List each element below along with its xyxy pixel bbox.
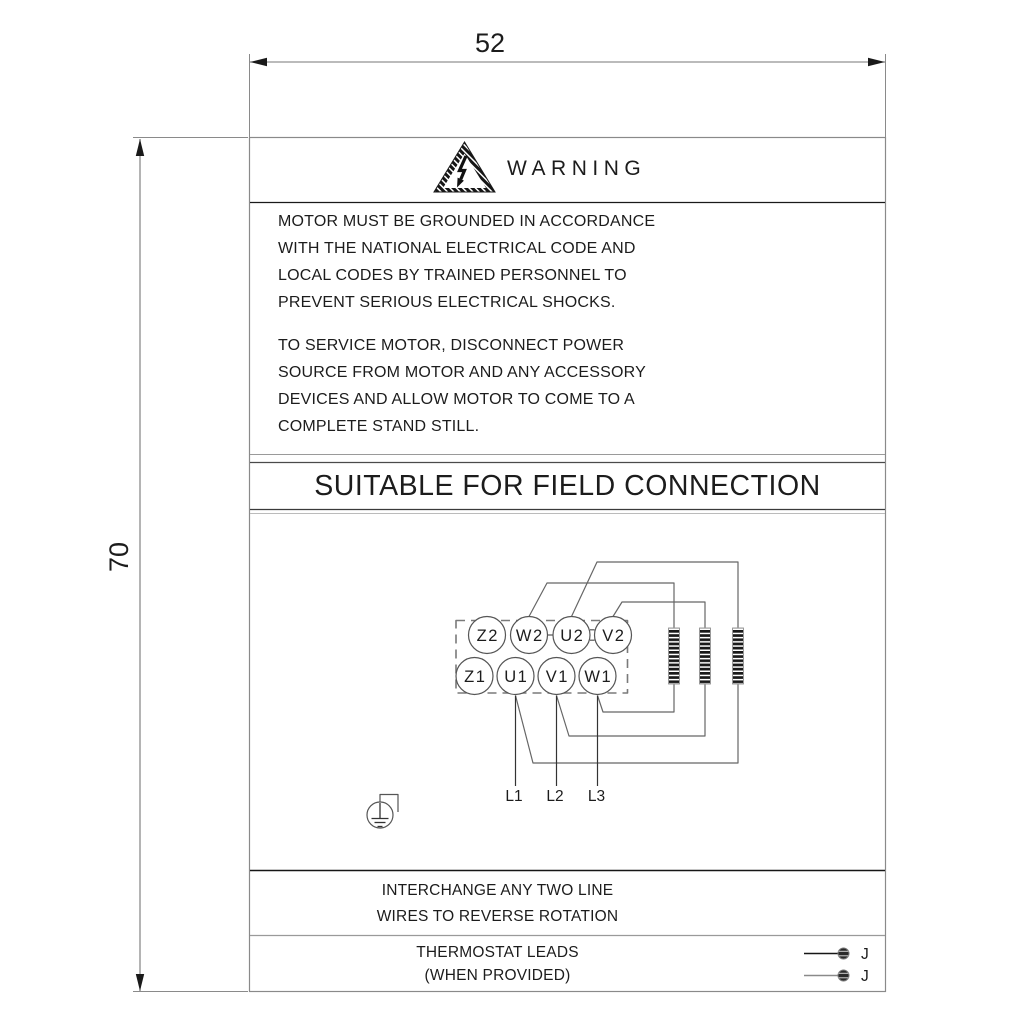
note-line: INTERCHANGE ANY TWO LINE xyxy=(381,882,614,899)
paragraph-line: MOTOR MUST BE GROUNDED IN ACCORDANCE xyxy=(278,213,656,230)
lead-label-j2: J xyxy=(861,968,869,985)
service-paragraph xyxy=(278,332,646,440)
line-labels xyxy=(505,788,605,805)
field-connection-title: SUITABLE FOR FIELD CONNECTION xyxy=(314,470,821,502)
ground-icon xyxy=(367,795,398,829)
dim-arrow-top xyxy=(136,139,144,156)
grounding-paragraph xyxy=(278,208,655,316)
terminal-label: U1 xyxy=(504,668,529,686)
coil-3 xyxy=(733,628,744,684)
dim-arrow-right xyxy=(868,58,885,66)
terminal-label: W1 xyxy=(584,668,613,686)
lead-labels xyxy=(861,946,869,985)
line-label-L2: L2 xyxy=(546,788,564,805)
terminal-label: Z2 xyxy=(476,627,499,645)
thermostat-lead-icons xyxy=(804,946,869,985)
terminal-label: Z1 xyxy=(464,668,487,686)
line-label-L3: L3 xyxy=(587,788,606,805)
coil-1 xyxy=(669,628,680,684)
paragraph-line: PREVENT SERIOUS ELECTRICAL SHOCKS. xyxy=(278,294,616,311)
width-dimension-value: 52 xyxy=(474,28,506,58)
lead-terminal-icon xyxy=(838,970,849,981)
width-dimension xyxy=(250,54,886,137)
paragraph-line: SOURCE FROM MOTOR AND ANY ACCESSORY xyxy=(278,364,646,381)
warning-title: WARNING xyxy=(507,157,647,180)
note-line: THERMOSTAT LEADS xyxy=(416,944,579,961)
coil-2 xyxy=(700,628,711,684)
paragraph-line: LOCAL CODES BY TRAINED PERSONNEL TO xyxy=(278,267,627,284)
interchange-note xyxy=(249,878,746,930)
height-dimension xyxy=(133,138,248,992)
terminal-label: V2 xyxy=(602,627,626,645)
terminal-label: V1 xyxy=(545,668,569,686)
paragraph-line: DEVICES AND ALLOW MOTOR TO COME TO A xyxy=(278,391,635,408)
wiring-diagram xyxy=(367,562,744,828)
paragraph-line: COMPLETE STAND STILL. xyxy=(278,418,480,435)
paragraph-line: WITH THE NATIONAL ELECTRICAL CODE AND xyxy=(278,240,636,257)
hazard-triangle-icon xyxy=(434,142,495,192)
lead-terminal-icon xyxy=(838,948,849,959)
paragraph-line: TO SERVICE MOTOR, DISCONNECT POWER xyxy=(278,337,625,354)
line-label-L1: L1 xyxy=(505,788,523,805)
note-line: WIRES TO REVERSE ROTATION xyxy=(376,908,619,925)
terminal-label: W2 xyxy=(515,627,544,645)
dim-arrow-left xyxy=(250,58,267,66)
height-dimension-value: 70 xyxy=(104,541,134,573)
thermostat-note xyxy=(249,942,746,987)
note-line: (WHEN PROVIDED) xyxy=(424,966,571,984)
dim-arrow-bottom xyxy=(136,974,144,991)
terminal-label: U2 xyxy=(560,627,585,645)
lead-label-j1: J xyxy=(861,946,869,963)
winding-coils xyxy=(669,628,744,684)
